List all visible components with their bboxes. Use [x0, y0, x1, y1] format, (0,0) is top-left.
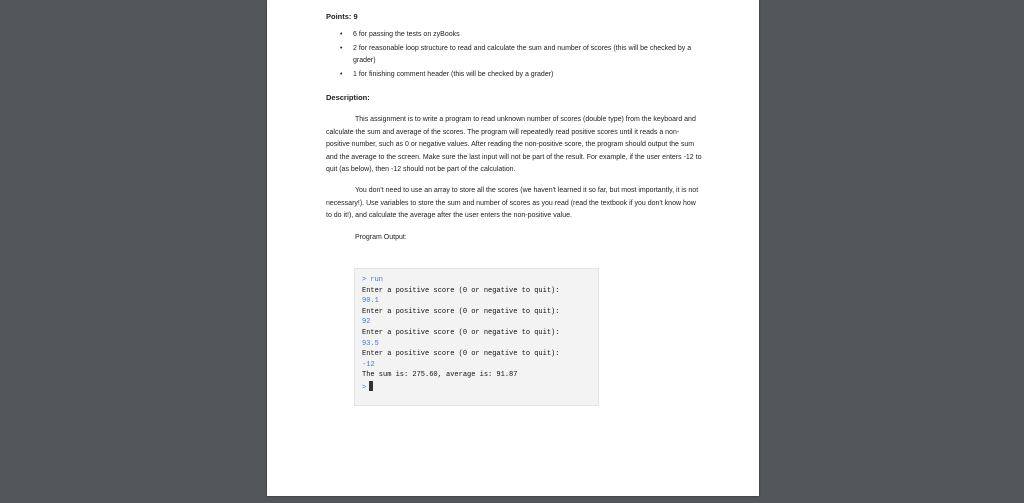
terminal-prompt-line: Enter a positive score (0 or negative to quit): [362, 286, 560, 295]
terminal-cursor-icon [369, 381, 373, 391]
terminal-final-prompt-line [362, 381, 598, 394]
terminal-run-line: > run [362, 276, 384, 284]
points-item-text: 1 for finishing comment header (this will be checked by a grader) [353, 70, 554, 78]
description-paragraph-1: This assignment is to write a program to read unknown number of scores (double type) from the keyboard and calculate the sum and average of the scores. The program will repeatedly read positive scores until it reads a non-positive number, such as 0 or negative values. After reading the non-positive score, the program should output the sum and the average to the screen. Make sure the last input will not be part of the result. For example, if the user enters -12 to quit (as below), then -12 should not be part of the calculation. [326, 116, 702, 174]
terminal-input-line: 90.1 [362, 297, 379, 306]
bullet-icon: • [340, 31, 343, 39]
terminal-final-prompt: > [362, 383, 367, 392]
points-item-text: 6 for passing the tests on zyBooks [353, 31, 460, 39]
points-heading: Points: 9 [326, 12, 358, 21]
terminal-result-line: The sum is: 275.60, average is: 91.87 [362, 371, 518, 380]
terminal-input-line: 93.5 [362, 339, 379, 348]
terminal-prompt-line: Enter a positive score (0 or negative to quit): [362, 307, 560, 316]
terminal-prompt-line: Enter a positive score (0 or negative to quit): [362, 350, 560, 359]
points-item [326, 29, 702, 41]
points-list [326, 29, 702, 81]
terminal-input-line: 92 [362, 318, 371, 327]
description-heading: Description: [326, 93, 370, 103]
points-item [326, 43, 702, 68]
points-item-text: 2 for reasonable loop structure to read and calculate the sum and number of scores (this will be checked by a grader) [353, 44, 692, 65]
program-output-terminal [354, 268, 599, 406]
description-paragraph-2: You don't need to use an array to store all the scores (we haven't learned it so far, but most importantly, it is not necessary!). Use variables to store the sum and number of scores as you read (read the textbook if you don't know how to do it!), and calculate the average after the user enters the non-positive value. [326, 187, 699, 220]
terminal-input-line: -12 [362, 360, 375, 369]
points-item [326, 69, 702, 81]
bullet-icon: • [340, 44, 343, 52]
program-output-label: Program Output: [355, 233, 407, 241]
document-content [326, 11, 702, 244]
document-page [267, 0, 759, 496]
terminal-prompt-line: Enter a positive score (0 or negative to quit): [362, 328, 560, 337]
bullet-icon: • [340, 70, 343, 78]
